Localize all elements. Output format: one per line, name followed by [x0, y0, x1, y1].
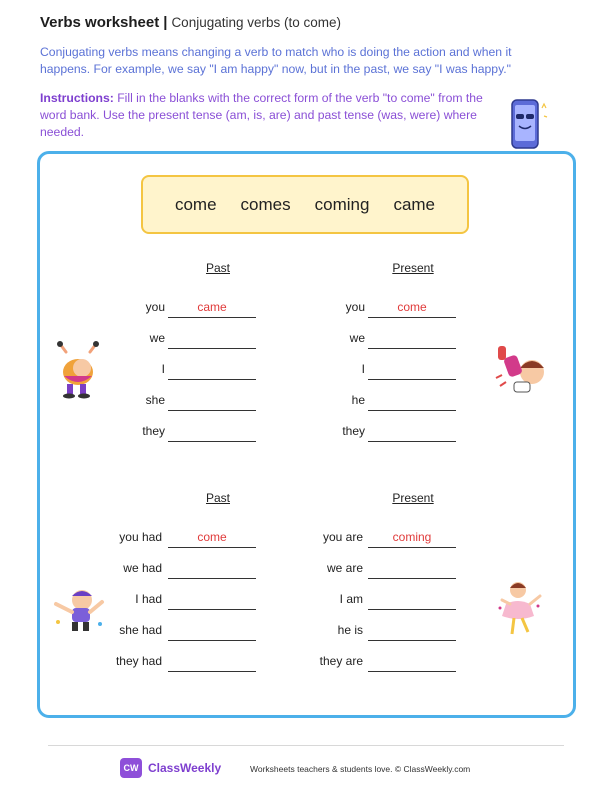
pronoun-label: I had: [135, 592, 162, 606]
answer-blank[interactable]: [168, 424, 256, 442]
section1-present-row: [260, 362, 456, 380]
section2-present-row: [260, 561, 456, 579]
answer-blank[interactable]: [368, 561, 456, 579]
section1-present-header: Present: [392, 261, 434, 275]
worksheet-title: [40, 14, 341, 31]
answer-blank[interactable]: come: [168, 530, 256, 548]
section2-present-header: Present: [392, 491, 434, 505]
section2-past-header: Past: [205, 491, 230, 505]
instructions-text: Fill in the blanks with the correct form of the verb "to come" from the word bank. Use the present tense (am, is, are) and past tense (was, were) where needed.: [40, 91, 483, 139]
title-subtitle: Conjugating verbs (to come): [171, 15, 342, 30]
section2-past-row: [60, 530, 256, 548]
section1-present-row: [260, 393, 456, 411]
pronoun-label: he is: [337, 623, 363, 637]
answer-blank[interactable]: coming: [368, 530, 456, 548]
section2-past-row: [60, 654, 256, 672]
pronoun-label: they are: [319, 654, 363, 668]
section2-present-row: [260, 654, 456, 672]
footer-brand: ClassWeekly: [148, 761, 222, 775]
pronoun-label: I: [161, 362, 165, 376]
pronoun-label: he: [351, 393, 365, 407]
answer-blank[interactable]: [368, 654, 456, 672]
pronoun-label: we had: [123, 561, 162, 575]
section1-present-row: [260, 300, 456, 318]
pronoun-label: we: [149, 331, 165, 345]
phone-mascot-icon: [506, 96, 550, 154]
word-bank-item: coming: [314, 194, 370, 214]
word-bank-item: come: [174, 194, 217, 214]
classweekly-logo: CW: [120, 758, 142, 778]
footer-tagline: Worksheets teachers & students love. © ClassWeekly.com: [250, 764, 471, 774]
pronoun-label: they: [342, 424, 365, 438]
title-separator: |: [163, 14, 168, 31]
pronoun-label: they had: [115, 654, 162, 668]
answer-blank[interactable]: [168, 592, 256, 610]
pronoun-label: she had: [119, 623, 162, 637]
intro-paragraph: Conjugating verbs means changing a verb to match who is doing the action and when it happens. For example, we say "I am happy" now, but in the past, we say "I was happy.": [40, 45, 512, 76]
answer-blank[interactable]: [368, 362, 456, 380]
instructions-label: Instructions:: [40, 91, 114, 105]
section1-present-row: [260, 424, 456, 442]
word-bank: [141, 175, 469, 234]
answer-blank[interactable]: [368, 393, 456, 411]
answer-blank[interactable]: [168, 393, 256, 411]
ballerina-icon: [494, 578, 544, 638]
word-bank-item: comes: [240, 194, 291, 214]
section2-present-row: [260, 530, 456, 548]
section1-past-row: [60, 300, 256, 318]
title-main: Verbs worksheet: [40, 14, 160, 31]
answer-blank[interactable]: [368, 424, 456, 442]
section1-present-row: [260, 331, 456, 349]
word-bank-item: came: [393, 194, 436, 214]
section2-present-row: [260, 592, 456, 610]
section1-past-row: [60, 424, 256, 442]
breakdancer-icon: [492, 342, 548, 400]
answer-blank[interactable]: came: [168, 300, 256, 318]
dancing-boy-icon: [50, 584, 106, 634]
answer-blank[interactable]: [168, 362, 256, 380]
section1-past-header: Past: [205, 261, 230, 275]
answer-blank[interactable]: [168, 654, 256, 672]
answer-blank[interactable]: [168, 331, 256, 349]
footer-divider: [48, 745, 564, 746]
answer-blank[interactable]: [368, 592, 456, 610]
pronoun-label: we: [349, 331, 365, 345]
section2-past-row: [60, 561, 256, 579]
pronoun-label: you are: [322, 530, 363, 544]
answer-blank[interactable]: [368, 331, 456, 349]
pronoun-label: I am: [339, 592, 363, 606]
pronoun-label: we are: [326, 561, 363, 575]
dancing-kid-icon: [52, 340, 104, 400]
section2-present-row: [260, 623, 456, 641]
pronoun-label: I: [361, 362, 365, 376]
pronoun-label: you: [145, 300, 165, 314]
pronoun-label: you: [345, 300, 365, 314]
pronoun-label: they: [142, 424, 165, 438]
answer-blank[interactable]: [368, 623, 456, 641]
answer-blank[interactable]: [168, 561, 256, 579]
instructions-paragraph: [40, 90, 490, 141]
answer-blank[interactable]: come: [368, 300, 456, 318]
pronoun-label: she: [145, 393, 165, 407]
answer-blank[interactable]: [168, 623, 256, 641]
pronoun-label: you had: [119, 530, 162, 544]
